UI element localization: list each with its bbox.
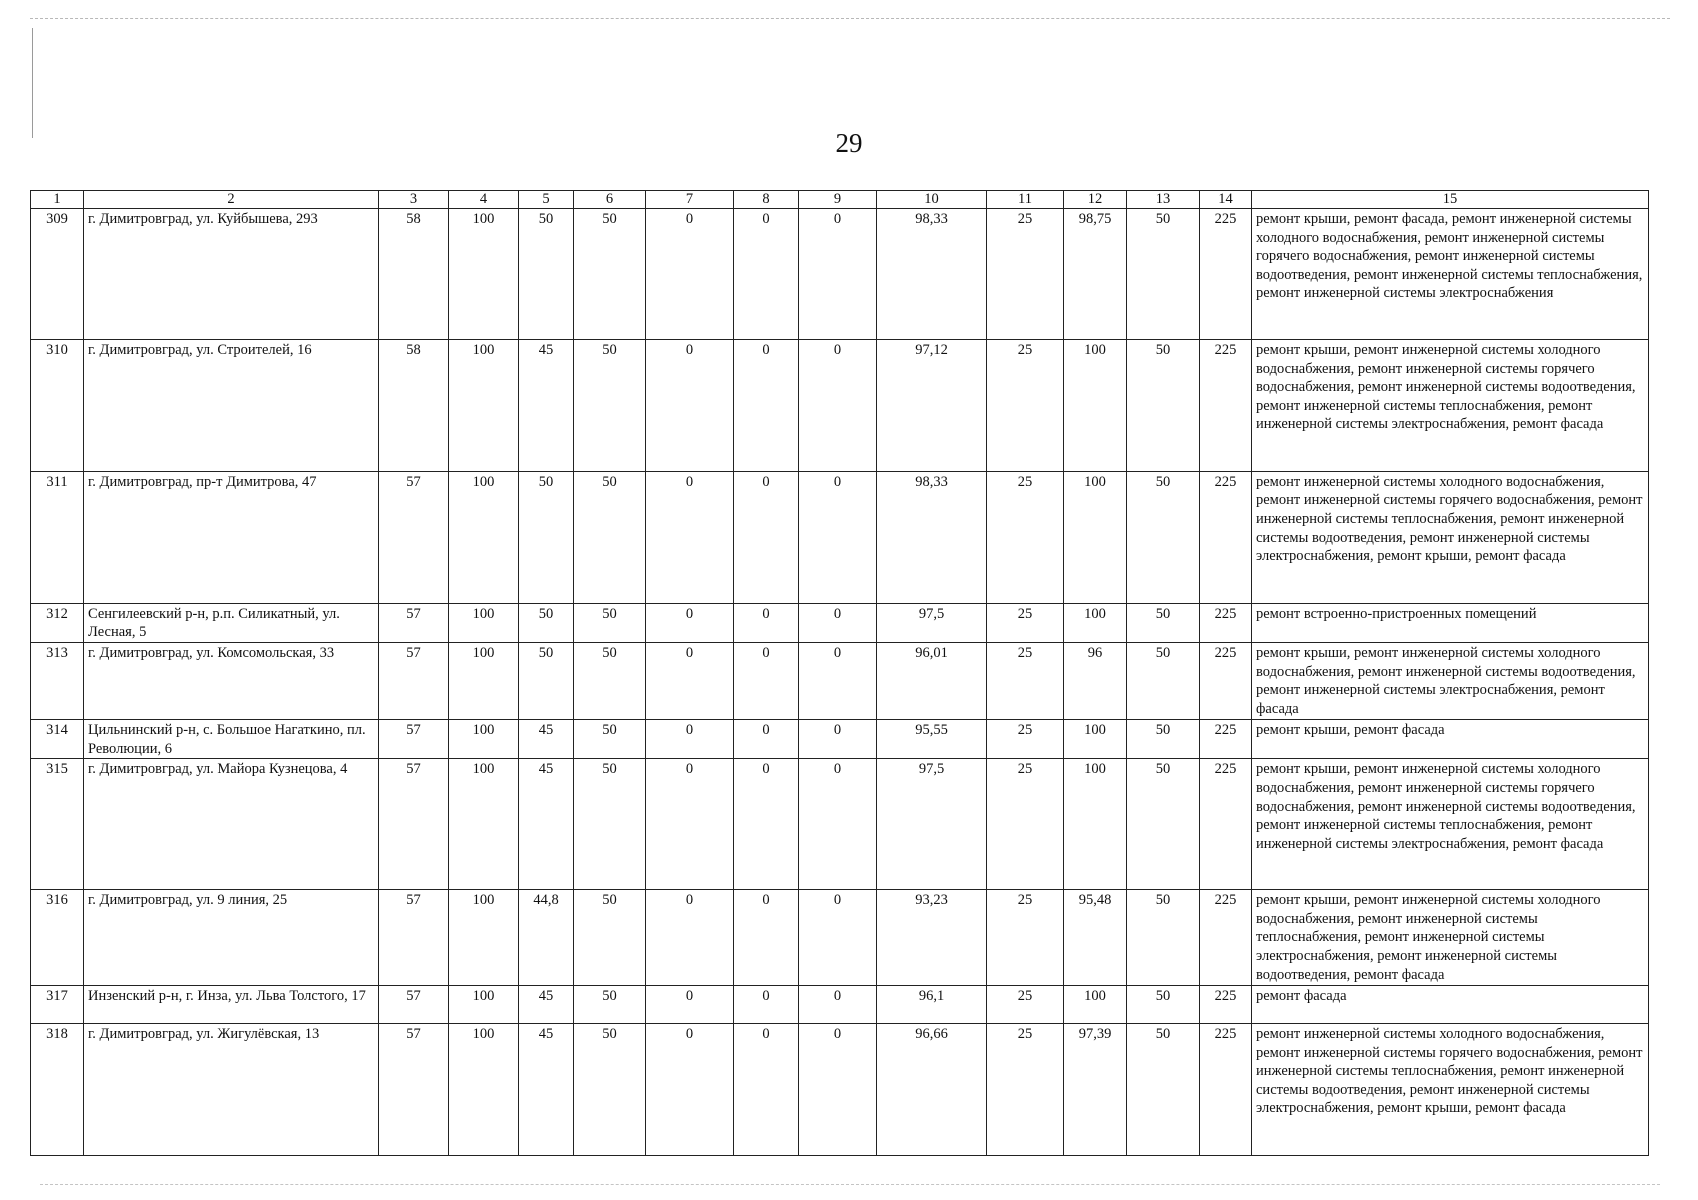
row-number: 317 — [31, 985, 84, 1023]
value-cell-c4: 100 — [449, 1024, 519, 1156]
page-number: 29 — [835, 128, 863, 158]
value-cell-c3: 57 — [379, 759, 449, 890]
value-cell-c8: 0 — [734, 603, 799, 642]
value-cell-c14: 225 — [1200, 643, 1252, 720]
column-header: 14 — [1200, 191, 1252, 209]
value-cell-c8: 0 — [734, 209, 799, 340]
row-number: 314 — [31, 719, 84, 758]
works-cell: ремонт крыши, ремонт инженерной системы холодного водоснабжения, ремонт инженерной системы горячего водоснабжения, ремонт инженерной системы водоотведения, ремонт инженерной системы теплоснабжения, ремонт инженерной системы электроснабжения, ремонт фасада — [1252, 339, 1649, 471]
value-cell-c11: 25 — [987, 719, 1064, 758]
value-cell-c3: 57 — [379, 471, 449, 603]
works-cell: ремонт инженерной системы холодного водоснабжения, ремонт инженерной системы горячего водоснабжения, ремонт инженерной системы теплоснабжения, ремонт инженерной системы водоотведения, ремонт инженерной системы электроснабжения, ремонт крыши, ремонт фасада — [1252, 1024, 1649, 1156]
value-cell-c13: 50 — [1127, 759, 1200, 890]
value-cell-c6: 50 — [574, 209, 646, 340]
value-cell-c11: 25 — [987, 603, 1064, 642]
table-row — [31, 339, 1649, 471]
address-cell: Цильнинский р-н, с. Большое Нагаткино, пл. Революции, 6 — [84, 719, 379, 758]
address-cell: Инзенский р-н, г. Инза, ул. Льва Толстого, 17 — [84, 985, 379, 1023]
value-cell-c5: 44,8 — [519, 890, 574, 986]
value-cell-c11: 25 — [987, 985, 1064, 1023]
value-cell-c11: 25 — [987, 759, 1064, 890]
column-header: 9 — [799, 191, 877, 209]
table-row — [31, 209, 1649, 340]
value-cell-c11: 25 — [987, 471, 1064, 603]
works-cell: ремонт крыши, ремонт инженерной системы холодного водоснабжения, ремонт инженерной системы теплоснабжения, ремонт инженерной системы электроснабжения, ремонт инженерной системы водоотведения, ремонт фасада — [1252, 890, 1649, 986]
value-cell-c6: 50 — [574, 1024, 646, 1156]
table-row — [31, 1024, 1649, 1156]
value-cell-c5: 45 — [519, 1024, 574, 1156]
value-cell-c3: 57 — [379, 719, 449, 758]
value-cell-c7: 0 — [646, 1024, 734, 1156]
address-cell: г. Димитровград, ул. 9 линия, 25 — [84, 890, 379, 986]
address-cell: г. Димитровград, ул. Майора Кузнецова, 4 — [84, 759, 379, 890]
value-cell-c13: 50 — [1127, 643, 1200, 720]
column-header: 15 — [1252, 191, 1649, 209]
value-cell-c10: 95,55 — [877, 719, 987, 758]
scan-edge-left — [32, 28, 33, 138]
value-cell-c9: 0 — [799, 471, 877, 603]
value-cell-c13: 50 — [1127, 339, 1200, 471]
value-cell-c10: 96,01 — [877, 643, 987, 720]
value-cell-c14: 225 — [1200, 890, 1252, 986]
value-cell-c10: 98,33 — [877, 471, 987, 603]
value-cell-c12: 98,75 — [1064, 209, 1127, 340]
address-cell: г. Димитровград, ул. Строителей, 16 — [84, 339, 379, 471]
value-cell-c8: 0 — [734, 1024, 799, 1156]
works-cell: ремонт инженерной системы холодного водоснабжения, ремонт инженерной системы горячего водоснабжения, ремонт инженерной системы теплоснабжения, ремонт инженерной системы водоотведения, ремонт инженерной системы электроснабжения, ремонт крыши, ремонт фасада — [1252, 471, 1649, 603]
value-cell-c12: 95,48 — [1064, 890, 1127, 986]
value-cell-c9: 0 — [799, 719, 877, 758]
value-cell-c12: 100 — [1064, 759, 1127, 890]
value-cell-c9: 0 — [799, 1024, 877, 1156]
value-cell-c11: 25 — [987, 1024, 1064, 1156]
address-cell: Сенгилеевский р-н, р.п. Силикатный, ул. Лесная, 5 — [84, 603, 379, 642]
value-cell-c8: 0 — [734, 339, 799, 471]
value-cell-c14: 225 — [1200, 603, 1252, 642]
column-header: 4 — [449, 191, 519, 209]
value-cell-c11: 25 — [987, 890, 1064, 986]
column-header: 11 — [987, 191, 1064, 209]
value-cell-c14: 225 — [1200, 1024, 1252, 1156]
works-cell: ремонт крыши, ремонт фасада, ремонт инженерной системы холодного водоснабжения, ремонт инженерной системы горячего водоснабжения, ремонт инженерной системы водоотведения, ремонт инженерной системы теплоснабжения, ремонт инженерной системы электроснабжения — [1252, 209, 1649, 340]
value-cell-c4: 100 — [449, 603, 519, 642]
value-cell-c8: 0 — [734, 985, 799, 1023]
value-cell-c13: 50 — [1127, 209, 1200, 340]
value-cell-c6: 50 — [574, 339, 646, 471]
table-row — [31, 890, 1649, 986]
value-cell-c13: 50 — [1127, 603, 1200, 642]
address-cell: г. Димитровград, ул. Жигулёвская, 13 — [84, 1024, 379, 1156]
value-cell-c6: 50 — [574, 985, 646, 1023]
value-cell-c9: 0 — [799, 985, 877, 1023]
value-cell-c13: 50 — [1127, 890, 1200, 986]
value-cell-c13: 50 — [1127, 719, 1200, 758]
column-header: 12 — [1064, 191, 1127, 209]
value-cell-c7: 0 — [646, 985, 734, 1023]
column-header: 2 — [84, 191, 379, 209]
value-cell-c9: 0 — [799, 643, 877, 720]
value-cell-c14: 225 — [1200, 471, 1252, 603]
value-cell-c9: 0 — [799, 209, 877, 340]
value-cell-c8: 0 — [734, 759, 799, 890]
value-cell-c11: 25 — [987, 643, 1064, 720]
value-cell-c14: 225 — [1200, 759, 1252, 890]
value-cell-c10: 96,1 — [877, 985, 987, 1023]
value-cell-c14: 225 — [1200, 339, 1252, 471]
row-number: 318 — [31, 1024, 84, 1156]
value-cell-c5: 50 — [519, 643, 574, 720]
value-cell-c10: 97,5 — [877, 603, 987, 642]
value-cell-c3: 57 — [379, 1024, 449, 1156]
scan-edge-bottom — [40, 1184, 1660, 1185]
row-number: 309 — [31, 209, 84, 340]
value-cell-c5: 45 — [519, 719, 574, 758]
value-cell-c10: 97,12 — [877, 339, 987, 471]
table-row — [31, 759, 1649, 890]
address-cell: г. Димитровград, ул. Комсомольская, 33 — [84, 643, 379, 720]
scan-edge-top — [30, 18, 1670, 19]
row-number: 310 — [31, 339, 84, 471]
value-cell-c8: 0 — [734, 471, 799, 603]
value-cell-c3: 58 — [379, 339, 449, 471]
value-cell-c13: 50 — [1127, 471, 1200, 603]
value-cell-c12: 100 — [1064, 603, 1127, 642]
works-cell: ремонт крыши, ремонт инженерной системы холодного водоснабжения, ремонт инженерной системы водоотведения, ремонт инженерной системы электроснабжения, ремонт фасада — [1252, 643, 1649, 720]
column-header: 7 — [646, 191, 734, 209]
value-cell-c3: 57 — [379, 643, 449, 720]
value-cell-c6: 50 — [574, 643, 646, 720]
value-cell-c12: 96 — [1064, 643, 1127, 720]
value-cell-c7: 0 — [646, 603, 734, 642]
table-row — [31, 471, 1649, 603]
value-cell-c5: 50 — [519, 209, 574, 340]
value-cell-c14: 225 — [1200, 719, 1252, 758]
value-cell-c11: 25 — [987, 209, 1064, 340]
column-header: 10 — [877, 191, 987, 209]
value-cell-c4: 100 — [449, 339, 519, 471]
value-cell-c4: 100 — [449, 985, 519, 1023]
table-row — [31, 985, 1649, 1023]
value-cell-c3: 58 — [379, 209, 449, 340]
address-cell: г. Димитровград, ул. Куйбышева, 293 — [84, 209, 379, 340]
works-cell: ремонт крыши, ремонт инженерной системы холодного водоснабжения, ремонт инженерной системы горячего водоснабжения, ремонт инженерной системы водоотведения, ремонт инженерной системы теплоснабжения, ремонт инженерной системы электроснабжения, ремонт фасада — [1252, 759, 1649, 890]
column-header: 1 — [31, 191, 84, 209]
row-number: 316 — [31, 890, 84, 986]
works-cell: ремонт фасада — [1252, 985, 1649, 1023]
value-cell-c6: 50 — [574, 719, 646, 758]
works-cell: ремонт встроенно-пристроенных помещений — [1252, 603, 1649, 642]
value-cell-c13: 50 — [1127, 1024, 1200, 1156]
value-cell-c7: 0 — [646, 339, 734, 471]
value-cell-c7: 0 — [646, 643, 734, 720]
value-cell-c4: 100 — [449, 759, 519, 890]
value-cell-c9: 0 — [799, 339, 877, 471]
value-cell-c10: 96,66 — [877, 1024, 987, 1156]
value-cell-c8: 0 — [734, 719, 799, 758]
value-cell-c7: 0 — [646, 890, 734, 986]
value-cell-c4: 100 — [449, 471, 519, 603]
column-header: 13 — [1127, 191, 1200, 209]
value-cell-c12: 100 — [1064, 985, 1127, 1023]
header-row — [31, 191, 1649, 209]
value-cell-c12: 100 — [1064, 339, 1127, 471]
column-header: 3 — [379, 191, 449, 209]
value-cell-c7: 0 — [646, 719, 734, 758]
value-cell-c11: 25 — [987, 339, 1064, 471]
value-cell-c6: 50 — [574, 759, 646, 890]
value-cell-c12: 100 — [1064, 471, 1127, 603]
value-cell-c9: 0 — [799, 890, 877, 986]
value-cell-c5: 50 — [519, 471, 574, 603]
works-cell: ремонт крыши, ремонт фасада — [1252, 719, 1649, 758]
value-cell-c12: 100 — [1064, 719, 1127, 758]
value-cell-c4: 100 — [449, 209, 519, 340]
value-cell-c10: 98,33 — [877, 209, 987, 340]
table-row — [31, 603, 1649, 642]
value-cell-c3: 57 — [379, 890, 449, 986]
value-cell-c10: 93,23 — [877, 890, 987, 986]
value-cell-c14: 225 — [1200, 985, 1252, 1023]
value-cell-c6: 50 — [574, 890, 646, 986]
address-cell: г. Димитровград, пр-т Димитрова, 47 — [84, 471, 379, 603]
value-cell-c4: 100 — [449, 890, 519, 986]
value-cell-c8: 0 — [734, 643, 799, 720]
row-number: 311 — [31, 471, 84, 603]
value-cell-c4: 100 — [449, 719, 519, 758]
value-cell-c5: 45 — [519, 339, 574, 471]
column-header: 8 — [734, 191, 799, 209]
row-number: 312 — [31, 603, 84, 642]
value-cell-c10: 97,5 — [877, 759, 987, 890]
value-cell-c5: 45 — [519, 759, 574, 890]
value-cell-c9: 0 — [799, 759, 877, 890]
value-cell-c7: 0 — [646, 471, 734, 603]
row-number: 313 — [31, 643, 84, 720]
column-header: 5 — [519, 191, 574, 209]
value-cell-c6: 50 — [574, 603, 646, 642]
value-cell-c3: 57 — [379, 603, 449, 642]
value-cell-c5: 50 — [519, 603, 574, 642]
table-row — [31, 719, 1649, 758]
value-cell-c6: 50 — [574, 471, 646, 603]
value-cell-c12: 97,39 — [1064, 1024, 1127, 1156]
column-header: 6 — [574, 191, 646, 209]
value-cell-c3: 57 — [379, 985, 449, 1023]
value-cell-c4: 100 — [449, 643, 519, 720]
value-cell-c7: 0 — [646, 209, 734, 340]
value-cell-c13: 50 — [1127, 985, 1200, 1023]
value-cell-c5: 45 — [519, 985, 574, 1023]
table-row — [31, 643, 1649, 720]
register-table — [30, 190, 1649, 1156]
value-cell-c9: 0 — [799, 603, 877, 642]
value-cell-c14: 225 — [1200, 209, 1252, 340]
value-cell-c7: 0 — [646, 759, 734, 890]
value-cell-c8: 0 — [734, 890, 799, 986]
row-number: 315 — [31, 759, 84, 890]
